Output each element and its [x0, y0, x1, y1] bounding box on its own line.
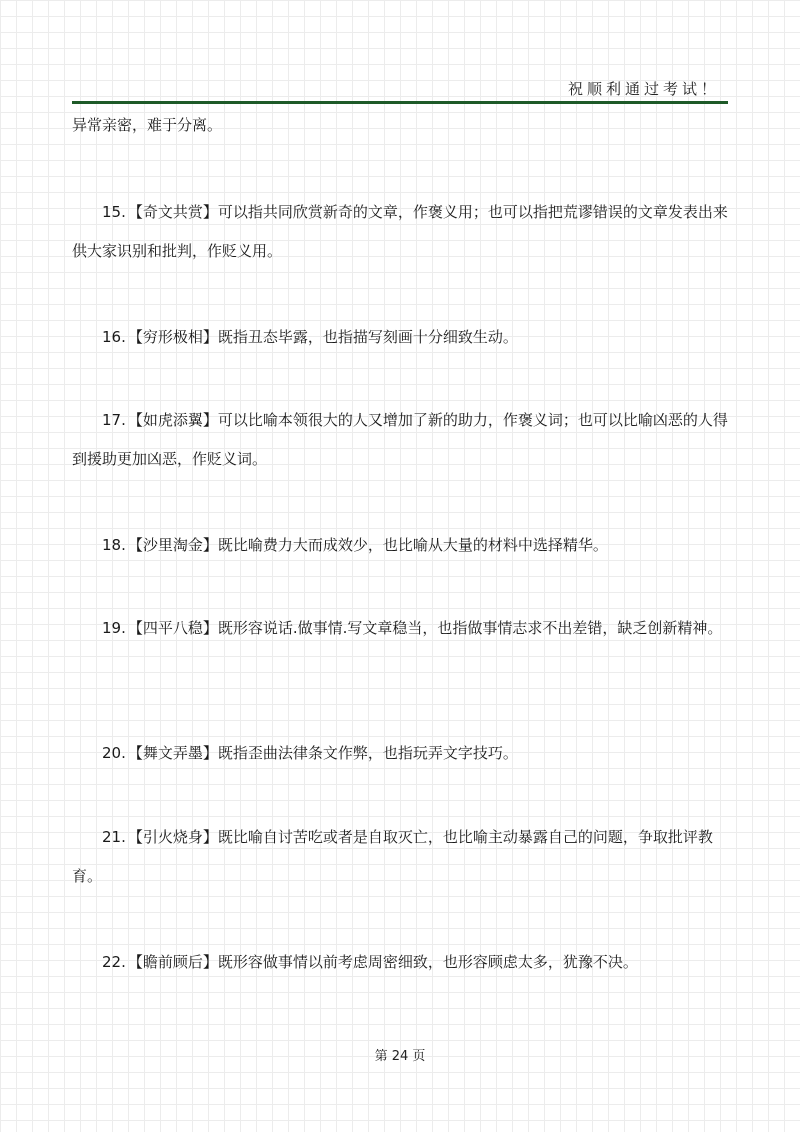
entry-21 — [72, 818, 732, 896]
entry-number: 20. — [102, 744, 126, 762]
entry-text: 既比喻自讨苦吃或者是自取灭亡，也比喻主动暴露自己的问题，争取批评教育。 — [72, 828, 713, 885]
entry-term: 【奇文共赏】 — [127, 203, 218, 221]
entry-text: 可以指共同欣赏新奇的文章，作褒义用；也可以指把荒谬错误的文章发表出来供大家识别和批判，作贬义用。 — [72, 203, 728, 260]
entry-number: 17. — [102, 411, 126, 429]
entry-15 — [72, 193, 732, 271]
entry-text: 既指歪曲法律条文作弊，也指玩弄文字技巧。 — [217, 744, 518, 762]
entry-term: 【四平八稳】 — [127, 619, 218, 637]
entry-17 — [72, 401, 732, 479]
entry-term: 【如虎添翼】 — [127, 411, 218, 429]
entry-19 — [72, 609, 732, 648]
entry-number: 22. — [102, 953, 126, 971]
entry-text: 既比喻费力大而成效少，也比喻从大量的材料中选择精华。 — [217, 536, 608, 554]
header-divider — [72, 101, 728, 104]
entry-16 — [72, 318, 732, 357]
continuation-text: 异常亲密，难于分离。 — [72, 116, 223, 134]
entry-number: 19. — [102, 619, 126, 637]
entry-term: 【引火烧身】 — [127, 828, 218, 846]
entry-text: 既形容说话.做事情.写文章稳当，也指做事情志求不出差错，缺乏创新精神。 — [217, 619, 723, 637]
entry-text: 既指丑态毕露，也指描写刻画十分细致生动。 — [217, 328, 518, 346]
entry-term: 【舞文弄墨】 — [127, 744, 218, 762]
entry-term: 【穷形极相】 — [127, 328, 218, 346]
entry-number: 15. — [102, 203, 126, 221]
page-number: 第 24 页 — [374, 1049, 426, 1064]
entry-number: 18. — [102, 536, 126, 554]
entry-term: 【瞻前顾后】 — [127, 953, 218, 971]
entry-number: 21. — [102, 828, 126, 846]
entry-18 — [72, 526, 732, 565]
entry-22 — [72, 943, 732, 982]
header-title: 祝顺利通过考试！ — [567, 80, 720, 98]
entry-text: 可以比喻本领很大的人又增加了新的助力，作褒义词；也可以比喻凶恶的人得到援助更加凶恶，作贬义词。 — [72, 411, 728, 468]
entry-number: 16. — [102, 328, 126, 346]
entry-text: 既形容做事情以前考虑周密细致，也形容顾虑太多，犹豫不决。 — [217, 953, 638, 971]
entry-20 — [72, 734, 732, 773]
entry-term: 【沙里淘金】 — [127, 536, 218, 554]
